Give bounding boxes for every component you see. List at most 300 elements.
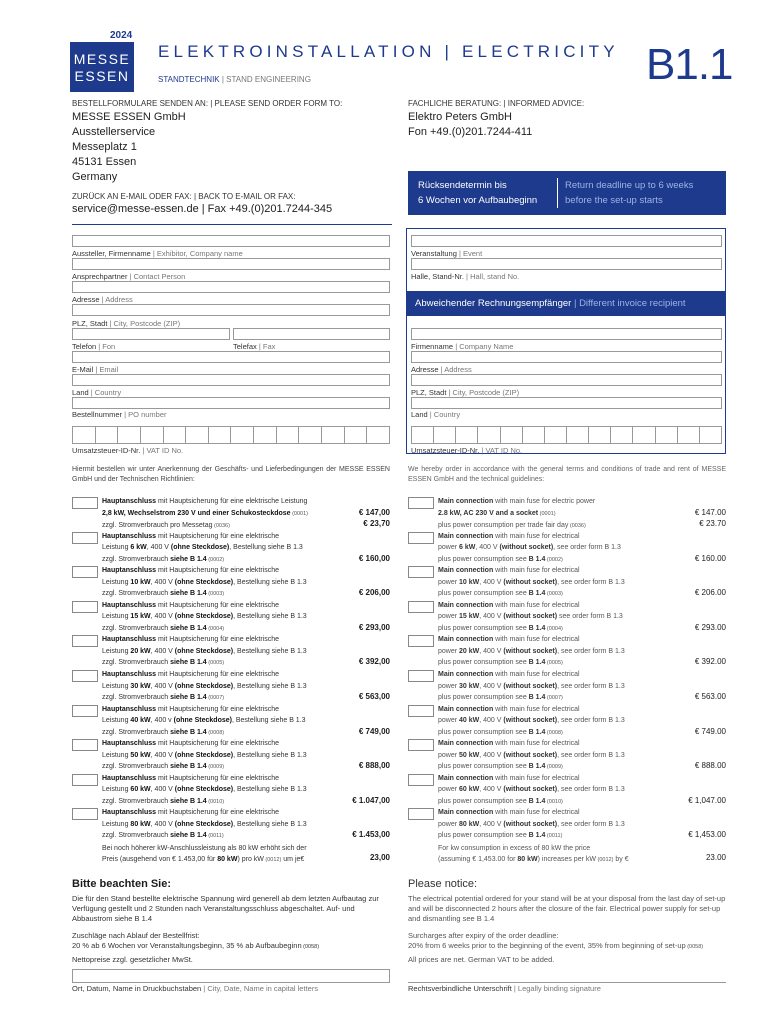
en-price: € 888.00 [694, 761, 726, 771]
order-line [438, 634, 625, 646]
article-no: (0004) [206, 625, 225, 632]
consumption-ref: siehe B 1.4 [170, 694, 207, 701]
en-price: € 392.00 [694, 657, 726, 667]
power-rating: 30 kW [459, 682, 480, 690]
de-order-checkbox[interactable] [72, 774, 98, 786]
power-rating: 10 kW [130, 578, 151, 586]
socket-note: (without socket) [503, 647, 558, 655]
de-price: € 392,00 [358, 657, 390, 667]
de-order-text [102, 738, 307, 774]
voltage: , 400 V [150, 682, 175, 690]
connection-title: Main connection [438, 809, 494, 817]
consumption-text: plus power consumption see [438, 728, 529, 736]
order-line [102, 600, 307, 612]
order-ref: , Bestellung siehe B 1.3 [233, 820, 307, 828]
consumption-text: plus power consumption see [438, 694, 529, 701]
power-prefix: Leistung [102, 647, 131, 655]
voltage: , 400 V [146, 544, 171, 552]
subtitle-de: STANDTECHNIK [158, 75, 220, 84]
power-prefix: Leistung [102, 786, 131, 794]
connection-desc: mit Hauptsicherung für eine elektrische [156, 636, 280, 644]
invoice-address-field[interactable] [411, 351, 722, 363]
consumption-text: zzgl. Stromverbrauch [102, 763, 171, 771]
article-no: (0012) [263, 857, 282, 864]
order-ref: , see order form B 1.3 [553, 544, 621, 552]
order-line [102, 565, 307, 577]
phone-field[interactable] [72, 328, 230, 340]
article-no: (0009) [545, 764, 563, 771]
de-order-checkbox[interactable] [72, 808, 98, 820]
de-price: € 1.453,00 [352, 830, 390, 840]
messe-essen-logo [70, 42, 134, 92]
en-price: 23.00 [705, 853, 726, 863]
power-rating: 20 kW [459, 647, 480, 655]
label-en: | Fax [256, 342, 276, 351]
label-en: | City, Postcode (ZIP) [107, 319, 181, 328]
order-line [102, 531, 303, 543]
power-prefix: Leistung [102, 613, 131, 621]
invoice-city-zip-field[interactable] [411, 374, 722, 386]
order-line [102, 843, 307, 855]
consumption-ref: B 1.4 [528, 590, 546, 598]
socket-note: (without socket) [503, 682, 558, 690]
notice-p2-en [408, 931, 728, 952]
exhibitor-field[interactable] [72, 235, 390, 247]
power-prefix: power [438, 613, 460, 621]
en-order-checkbox[interactable] [408, 601, 434, 613]
surcharge-text: by € [613, 856, 629, 864]
voltage: , 400 V [150, 820, 175, 828]
order-ref: , Bestellung siehe B 1.3 [233, 786, 307, 794]
intro-en: We hereby order in accordance with the general terms and conditions of trade and rent of MESSE ESSEN GmbH and the technical guidelines: [408, 466, 726, 483]
connection-desc: mit Hauptsicherung für eine elektrische [156, 705, 280, 713]
connection-title: Hauptanschluss [102, 809, 157, 817]
consumption-text: zzgl. Stromverbrauch [102, 728, 171, 736]
en-order-text [438, 738, 625, 774]
power-prefix: Leistung [102, 751, 131, 759]
power-prefix: power [438, 578, 460, 586]
de-order-text [102, 704, 306, 740]
order-ref: , Bestellung siehe B 1.3 [233, 647, 307, 655]
en-price: € 1,047.00 [688, 795, 726, 805]
en-order-checkbox[interactable] [408, 670, 434, 682]
label-de: Firmenname [411, 342, 454, 351]
invoice-vat-id-field[interactable] [411, 426, 722, 444]
po-number-label [72, 410, 167, 419]
label-de: PLZ, Stadt [72, 319, 108, 328]
connection-title: Hauptanschluss [102, 705, 157, 713]
order-line [438, 738, 625, 750]
article-no: (0002) [206, 556, 225, 563]
connection-desc: with main fuse for electrical [493, 705, 580, 713]
power-prefix: power [438, 647, 460, 655]
consumption-text: plus power consumption see [438, 763, 529, 771]
article-no: (0010) [545, 798, 563, 805]
en-order-checkbox[interactable] [408, 705, 434, 717]
article-no: (0003) [206, 591, 225, 598]
order-line [102, 738, 307, 750]
en-order-checkbox[interactable] [408, 774, 434, 786]
de-price: € 749,00 [358, 726, 390, 736]
deadline-de-line: Rücksendetermin bis [418, 180, 507, 191]
surcharge-text-de [72, 941, 392, 952]
voltage: , 400 v [150, 717, 174, 725]
article-no: (0003) [545, 591, 563, 598]
deadline-en-line: before the set-up starts [565, 195, 663, 206]
order-line [102, 854, 307, 867]
invoice-company-label [411, 342, 513, 351]
power-rating: 6 kW [459, 544, 476, 552]
en-order-checkbox[interactable] [408, 497, 434, 509]
heading-en: | Different invoice recipient [571, 298, 686, 309]
label-de: Adresse [411, 365, 439, 374]
city-zip-label [72, 319, 180, 328]
connection-title: Hauptanschluss [102, 532, 157, 540]
order-ref: , Bestellung siehe B 1.3 [233, 751, 307, 759]
order-line [438, 830, 629, 843]
en-order-checkbox[interactable] [408, 532, 434, 544]
connection-title: Main connection [438, 601, 494, 609]
invoice-company-field[interactable] [411, 328, 722, 340]
power-rating: 10 kW [459, 578, 480, 586]
article-no: (0036) [568, 523, 586, 529]
label-de: Rechtsverbindliche Unterschrift [408, 984, 512, 993]
consumption-text: zzgl. Stromverbrauch [102, 797, 171, 805]
de-order-checkbox[interactable] [72, 670, 98, 682]
fax-label [233, 342, 275, 351]
socket-note: (without socket) [503, 613, 558, 621]
label-en: | Email [93, 365, 119, 374]
address-field[interactable] [72, 281, 390, 293]
order-line [102, 646, 307, 658]
hall-stand-field[interactable] [411, 258, 722, 270]
logo-line-2: ESSEN [74, 68, 130, 84]
de-order-text [102, 496, 308, 533]
address-label [72, 295, 133, 304]
power-prefix: power [438, 717, 460, 725]
label-en: | Legally binding signature [511, 984, 601, 993]
contact-person-field[interactable] [72, 258, 390, 270]
article-no: (0001) [290, 510, 308, 517]
article-no: (0007) [545, 695, 563, 701]
power-prefix: Leistung [102, 682, 131, 690]
surcharge-text: For kw consumption in excess of 80 kW the price [438, 844, 591, 852]
label-en: | VAT ID No. [140, 446, 184, 455]
article-no: (0036) [212, 523, 230, 529]
en-order-checkbox[interactable] [408, 635, 434, 647]
article-no: (0011) [545, 833, 563, 840]
advice-line: Elektro Peters GmbH [408, 111, 512, 123]
socket-note: (ohne Steckdose) [174, 578, 234, 586]
exhibitor-label [72, 249, 243, 258]
intro-de: Hiermit bestellen wir unter Anerkennung der Geschäfts- und Lieferbedingungen der MESSE ESSEN GmbH und der Technischen Richtlinien: [72, 466, 390, 483]
consumption-ref: siehe B 1.4 [170, 590, 207, 598]
order-line [438, 819, 629, 831]
order-line [438, 704, 625, 716]
socket-note: (ohne Steckdose) [174, 682, 234, 690]
voltage: , 400 V [150, 751, 175, 759]
order-line [438, 531, 621, 543]
connection-desc: mit Hauptsicherung für eine elektrische [156, 532, 280, 540]
form-code: B1.1 [646, 40, 733, 89]
article-no: (0001) [538, 510, 556, 517]
event-label [411, 249, 482, 258]
article-no: (0010) [206, 798, 225, 805]
connection-title: Main connection [438, 774, 494, 782]
country-field[interactable] [72, 374, 390, 386]
order-line [102, 784, 307, 796]
label-de: Ort, Datum, Name in Druckbuchstaben [72, 984, 202, 993]
label-de: Ansprechpartner [72, 272, 128, 281]
label-en: | Hall, stand No. [463, 272, 520, 281]
notice-p3-de: Nettopreise zzgl. gesetzlicher MwSt. [72, 955, 193, 964]
voltage: , 400 V [479, 578, 504, 586]
label-de: Umsatzsteuer-ID-Nr. [72, 446, 141, 455]
send-to-line: 45131 Essen [72, 156, 137, 168]
connection-desc: with main fuse for electrical [493, 532, 580, 540]
place-date-name-field[interactable] [72, 969, 390, 983]
label-en: | Address [99, 295, 133, 304]
invoice-recipient-heading [406, 291, 726, 316]
order-line [438, 843, 629, 855]
power-prefix: Leistung [102, 578, 131, 586]
order-ref: , see order form B 1.3 [557, 751, 625, 759]
surcharge-title-en: Surcharges after expiry of the order deadline: [408, 931, 559, 940]
en-order-checkbox[interactable] [408, 739, 434, 751]
order-ref: , Bestellung siehe B 1.3 [233, 613, 307, 621]
article-no: (0012) [595, 857, 614, 864]
en-order-text [438, 531, 621, 567]
advice-contact [408, 110, 532, 140]
consumption-ref: siehe B 1.4 [170, 763, 207, 771]
surcharge-text: ) pro kW [237, 856, 264, 864]
de-order-checkbox[interactable] [72, 497, 98, 509]
order-ref: , Bestellung siehe B 1.3 [233, 682, 307, 690]
connection-desc: mit Hauptsicherung für eine elektrische [156, 809, 280, 817]
deadline-en [558, 178, 693, 208]
subtitle-en: | STAND ENGINEERING [219, 75, 311, 84]
power-prefix: Leistung [102, 544, 131, 552]
socket-note: (ohne Steckdose) [174, 820, 234, 828]
de-order-checkbox[interactable] [72, 601, 98, 613]
order-line [438, 784, 625, 796]
voltage: , 400 V [150, 647, 175, 655]
order-line [438, 600, 623, 612]
de-price: 23,00 [369, 853, 390, 863]
label-en: | PO number [122, 410, 167, 419]
order-ref: , see order form B 1.3 [557, 578, 625, 586]
voltage: , 400 V [479, 647, 504, 655]
return-contact: service@messe-essen.de | Fax +49.(0)201.7244-345 [72, 203, 333, 215]
connection-title: Hauptanschluss [102, 774, 157, 782]
order-line [438, 750, 625, 762]
label-de: E-Mail [72, 365, 94, 374]
power-prefix: Leistung [102, 717, 131, 725]
de-price: € 206,00 [358, 588, 390, 598]
power-rating: 40 kW [459, 717, 480, 725]
en-order-checkbox[interactable] [408, 566, 434, 578]
order-line [438, 807, 629, 819]
label-de: Halle, Stand-Nr. [411, 272, 464, 281]
de-price: € 1.047,00 [352, 795, 390, 805]
power-rating: 60 kW [459, 786, 480, 794]
de-order-text [102, 669, 307, 705]
power-prefix: power [438, 786, 460, 794]
socket-note: (without socket) [503, 751, 558, 759]
hall-stand-label [411, 272, 519, 281]
invoice-country-field[interactable] [411, 397, 722, 409]
vat-id-field[interactable] [72, 426, 390, 444]
consumption-text: plus power consumption see [438, 555, 529, 563]
order-ref: , Bestellung siehe B 1.3 [231, 717, 306, 725]
send-to-label: BESTELLFORMULARE SENDEN AN: | PLEASE SEND ORDER FORM TO: [72, 99, 343, 108]
de-price: € 147,00 [358, 507, 390, 517]
en-price: € 293.00 [694, 622, 726, 632]
surcharge-rates-de: 20 % ab 6 Wochen vor Veranstaltungsbeginn, 35 % ab Aufbaubeginn [72, 941, 302, 950]
connection-desc: mit Hauptsicherung für eine elektrische Leistung [156, 498, 308, 505]
connection-desc: mit Hauptsicherung für eine elektrische [156, 567, 280, 575]
voltage: , 400 V [479, 786, 504, 794]
vat-id-label [72, 446, 183, 455]
article-no: (0007) [206, 695, 225, 701]
de-order-text [102, 634, 307, 670]
order-line [438, 542, 621, 554]
power-rating: 80 kW [217, 856, 238, 864]
surcharge-text: um je€ [281, 856, 305, 864]
deadline-banner [408, 171, 726, 215]
power-rating: 30 kW [130, 682, 151, 690]
en-price: € 147.00 [694, 507, 726, 517]
power-prefix: Leistung [102, 820, 131, 828]
fax-field[interactable] [233, 328, 390, 340]
connection-desc: mit Hauptsicherung für eine elektrische [156, 740, 280, 748]
send-to-address [72, 110, 186, 185]
surcharge-text: ) increases per kW [537, 856, 596, 864]
order-ref: , see order form B 1.3 [557, 820, 625, 828]
notice-title-de: Bitte beachten Sie: [72, 878, 172, 890]
order-line [102, 773, 307, 785]
en-price: € 23.70 [699, 519, 726, 528]
order-line [102, 715, 306, 727]
notice-p1-de: Die für den Stand bestellte elektrische Spannung wird generell ab dem letzten Aufbautag zur Verfügung gestellt und 2 Stunden nach Veranstaltungsschluss abgeschaltet. Auf- und Abbaustrom siehe B 1.4 [72, 894, 379, 923]
power-rating: 2,8 kW, Wechselstrom 230 V und einer Schukosteckdose [102, 509, 291, 517]
consumption-ref: siehe B 1.4 [170, 728, 207, 736]
en-order-text [438, 634, 625, 670]
en-order-text [438, 565, 625, 601]
surcharge-ref-de: (0058) [301, 944, 320, 950]
label-en: | Contact Person [127, 272, 186, 281]
label-en: | Address [438, 365, 472, 374]
label-de: Umsatzsteuer-ID-Nr. [411, 446, 480, 455]
send-to-line: Germany [72, 171, 118, 183]
de-price: € 563,00 [358, 692, 390, 701]
order-line [438, 773, 625, 785]
connection-desc: with main fuse for electrical [493, 601, 580, 609]
socket-note: (ohne Steckdose) [173, 717, 232, 725]
connection-desc: mit Hauptsicherung für eine elektrische [156, 601, 280, 609]
heading-de: Abweichender Rechnungsempfänger [415, 298, 572, 309]
page-subtitle [158, 75, 311, 84]
power-rating: 6 kW [130, 544, 147, 552]
de-order-checkbox[interactable] [72, 739, 98, 751]
article-no: (0004) [545, 625, 563, 632]
en-price: € 749.00 [694, 726, 726, 736]
en-price: € 206.00 [694, 588, 726, 598]
de-order-checkbox[interactable] [72, 705, 98, 717]
order-line [102, 508, 308, 521]
socket-note: (ohne Steckdose) [174, 786, 234, 794]
socket-note: (ohne Steckdose) [174, 751, 234, 759]
invoice-country-label [411, 410, 460, 419]
label-en: | Exhibitor, Company name [150, 249, 243, 258]
year-label: 2024 [110, 30, 133, 41]
signature-line[interactable] [408, 982, 726, 983]
power-prefix: power [438, 751, 460, 759]
surcharge-rates-en: 20% from 6 weeks prior to the beginning of the event, 35% from beginning of set-up [408, 941, 686, 950]
power-rating: 80 kW [130, 820, 151, 828]
article-no: (0008) [206, 729, 225, 736]
connection-desc: with main fuse for electrical [493, 567, 580, 575]
order-line [438, 854, 629, 867]
order-line [102, 807, 307, 819]
logo-line-1: MESSE [73, 51, 131, 67]
voltage: , 400 V [479, 613, 504, 621]
voltage: , 400 V [479, 717, 504, 725]
event-field[interactable] [411, 235, 722, 247]
connection-title: Main connection [438, 498, 494, 505]
connection-title: Main connection [438, 636, 494, 644]
send-to-line: Ausstellerservice [72, 126, 156, 138]
order-line [102, 681, 307, 693]
article-no: (0011) [206, 833, 224, 840]
email-field[interactable] [72, 351, 390, 363]
connection-desc: mit Hauptsicherung für eine elektrische [156, 774, 280, 782]
order-ref: , see order form B 1.3 [557, 786, 625, 794]
city-zip-field[interactable] [72, 304, 390, 316]
order-line [102, 496, 308, 508]
de-price: € 160,00 [358, 553, 390, 563]
de-order-checkbox[interactable] [72, 635, 98, 647]
connection-title: Hauptanschluss [102, 740, 157, 748]
signature-label [408, 984, 601, 993]
email-label [72, 365, 118, 374]
surcharge-text: (assuming € 1,453.00 for [438, 856, 518, 864]
connection-desc: with main fuse for electrical [493, 740, 580, 748]
socket-note: (without socket) [503, 717, 558, 725]
de-order-text [102, 600, 307, 636]
consumption-text: plus power consumption see [438, 797, 529, 805]
connection-title: Hauptanschluss [102, 601, 157, 609]
connection-desc: with main fuse for electrical [493, 774, 580, 782]
po-number-field[interactable] [72, 397, 390, 409]
consumption-ref: siehe B 1.4 [170, 659, 207, 667]
de-order-checkbox[interactable] [72, 566, 98, 578]
surcharge-ref-en: (0058) [685, 944, 704, 950]
page-title: ELEKTROINSTALLATION | ELECTRICITY [158, 42, 619, 61]
order-line [438, 577, 625, 589]
label-en: | Country [88, 388, 122, 397]
de-order-text [102, 565, 307, 601]
de-order-text [102, 773, 307, 809]
connection-title: Main connection [438, 671, 494, 678]
order-line [438, 496, 595, 508]
power-rating: 40 kW [130, 717, 151, 725]
de-order-checkbox[interactable] [72, 532, 98, 544]
consumption-text: zzgl. Stromverbrauch pro Messetag [102, 522, 213, 529]
surcharge-text: Preis (ausgehend von € 1.453,00 für [102, 856, 218, 864]
consumption-text: plus power consumption see [438, 590, 529, 598]
en-order-checkbox[interactable] [408, 808, 434, 820]
